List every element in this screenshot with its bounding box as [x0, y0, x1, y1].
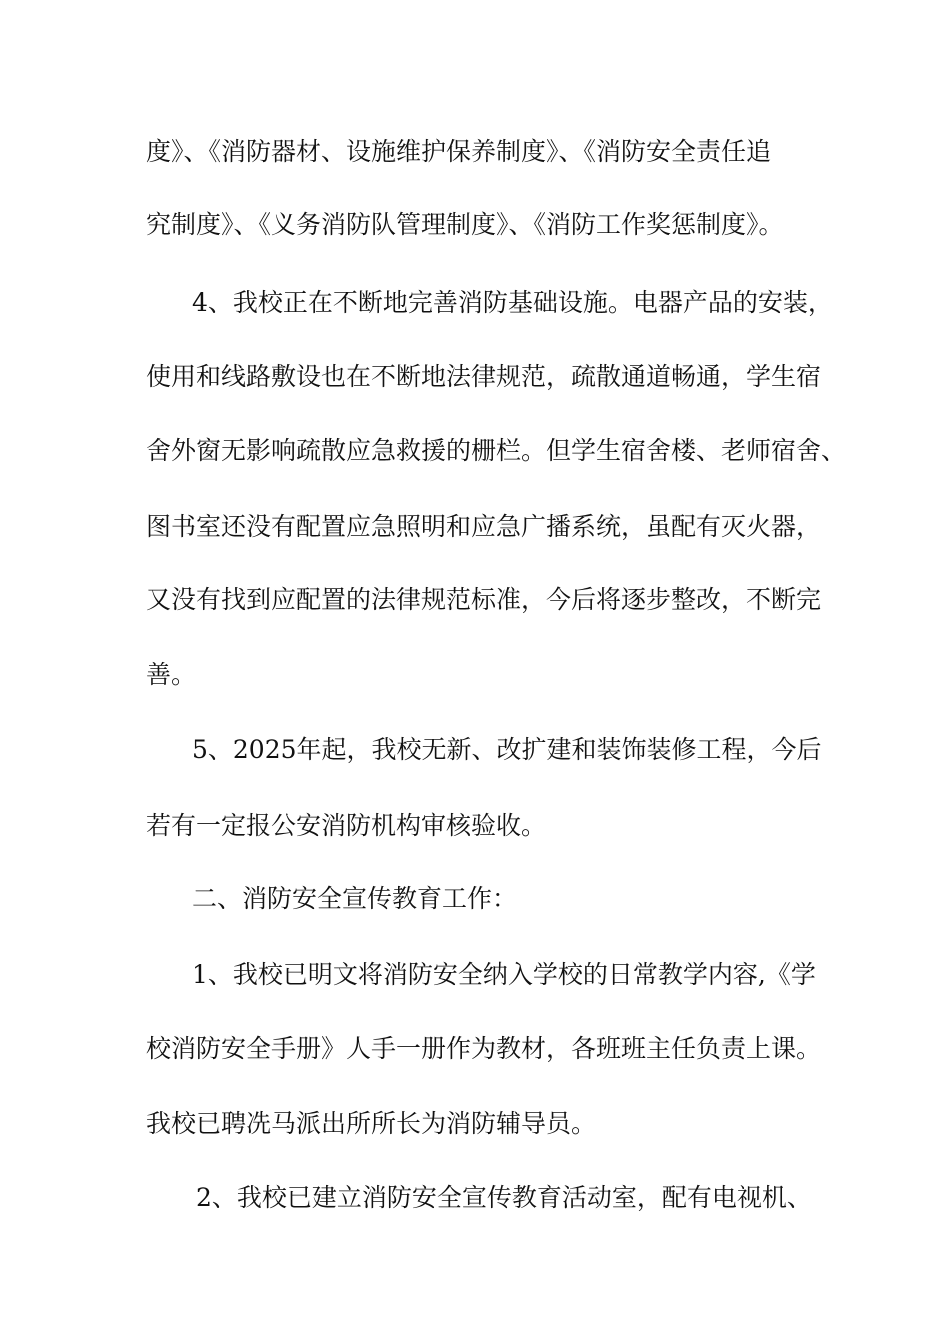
text-line: 度》、《消防器材、设施维护保养制度》、《消防安全责任追	[146, 137, 772, 166]
text-line: 使用和线路敷设也在不断地法律规范，疏散通道畅通，学生宿	[146, 362, 822, 391]
text-line: 校消防安全手册》人手一册作为教材，各班班主任负责上课。	[146, 1034, 822, 1063]
text-line: 又没有找到应配置的法律规范标准，今后将逐步整改，不断完	[146, 585, 822, 614]
text-line: 4、我校正在不断地完善消防基础设施。电器产品的安装，	[192, 288, 833, 317]
text-line: 图书室还没有配置应急照明和应急广播系统，虽配有灭火器，	[146, 512, 822, 541]
text-line: 5、2025年起，我校无新、改扩建和装饰装修工程，今后	[192, 735, 822, 764]
text-line: 舍外窗无影响疏散应急救援的栅栏。但学生宿舍楼、老师宿舍、	[146, 436, 847, 465]
text-line: 我校已聘冼马派出所所长为消防辅导员。	[146, 1109, 597, 1138]
text-line: 究制度》、《义务消防队管理制度》、《消防工作奖惩制度》。	[146, 210, 784, 239]
text-line: 2、我校已建立消防安全宣传教育活动室，配有电视机、	[196, 1183, 812, 1212]
text-line: 善。	[146, 660, 197, 689]
section-heading: 二、消防安全宣传教育工作：	[192, 884, 518, 913]
text-line: 若有一定报公安消防机构审核验收。	[146, 811, 547, 840]
text-line: 1、我校已明文将消防安全纳入学校的日常教学内容,《学	[192, 960, 816, 989]
